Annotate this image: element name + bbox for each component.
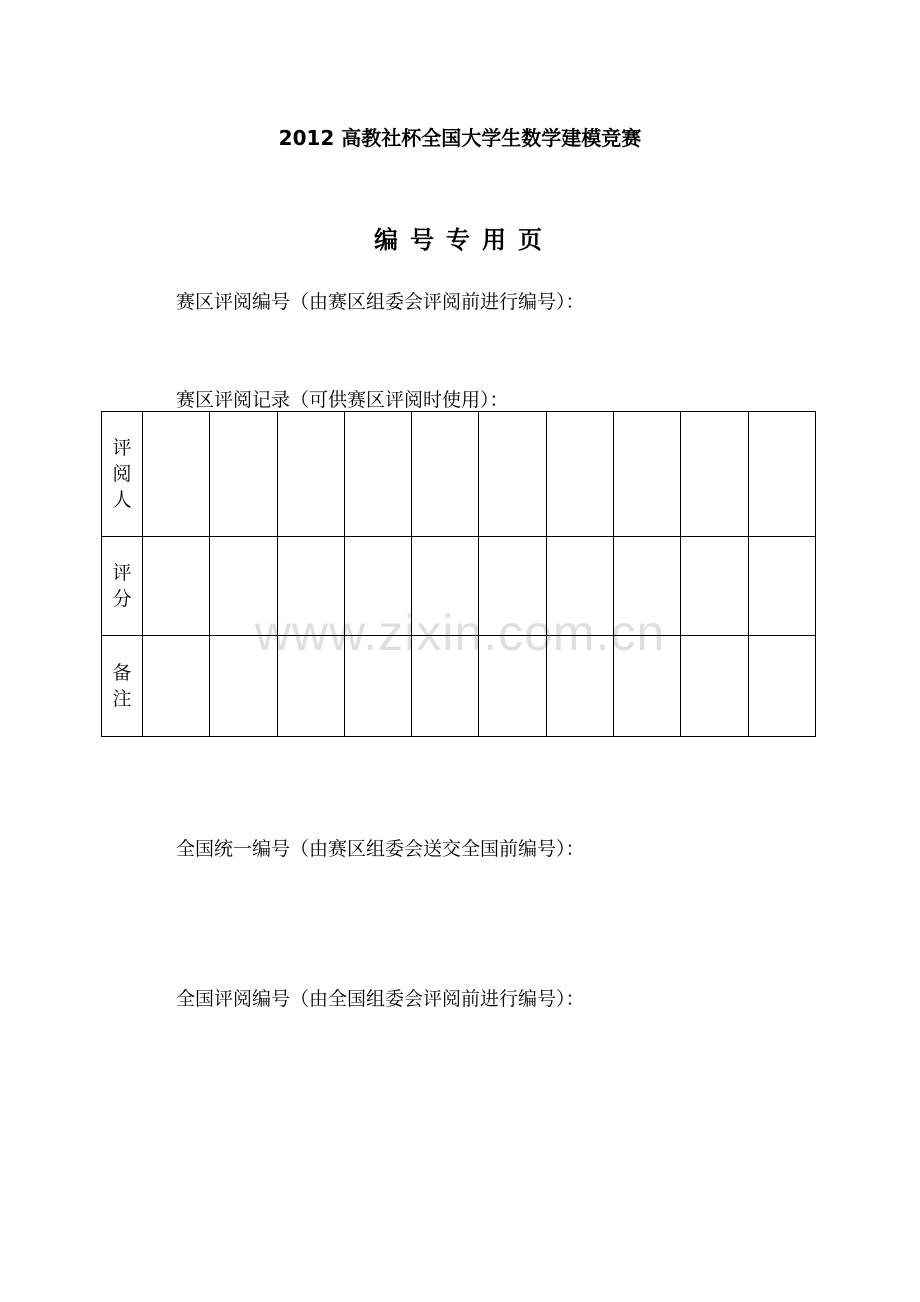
reviewer-cell[interactable] (479, 412, 546, 537)
score-cell[interactable] (546, 537, 613, 636)
regional-number-label: 赛区评阅编号（由赛区组委会评阅前进行编号）： (176, 291, 585, 313)
review-record-table (101, 411, 816, 737)
row-header-remarks: 备注 (102, 636, 143, 737)
remarks-cell[interactable] (277, 636, 344, 737)
table-row-score (102, 537, 816, 636)
reviewer-cell[interactable] (748, 412, 815, 537)
score-cell[interactable] (748, 537, 815, 636)
table-row-reviewer (102, 412, 816, 537)
reviewer-cell[interactable] (277, 412, 344, 537)
score-cell[interactable] (143, 537, 210, 636)
remarks-cell[interactable] (344, 636, 411, 737)
score-cell[interactable] (614, 537, 681, 636)
remarks-cell[interactable] (479, 636, 546, 737)
score-cell[interactable] (210, 537, 277, 636)
reviewer-cell[interactable] (344, 412, 411, 537)
page-heading: 编号专用页 (374, 226, 554, 254)
remarks-cell[interactable] (748, 636, 815, 737)
row-header-reviewer: 评阅人 (102, 412, 143, 537)
remarks-cell[interactable] (546, 636, 613, 737)
national-unified-number-label: 全国统一编号（由赛区组委会送交全国前编号）： (176, 838, 585, 860)
row-header-score: 评分 (102, 537, 143, 636)
score-cell[interactable] (344, 537, 411, 636)
reviewer-cell[interactable] (210, 412, 277, 537)
remarks-cell[interactable] (614, 636, 681, 737)
remarks-cell[interactable] (210, 636, 277, 737)
remarks-cell[interactable] (412, 636, 479, 737)
remarks-cell[interactable] (681, 636, 748, 737)
reviewer-cell[interactable] (546, 412, 613, 537)
score-cell[interactable] (681, 537, 748, 636)
score-cell[interactable] (479, 537, 546, 636)
reviewer-cell[interactable] (681, 412, 748, 537)
reviewer-cell[interactable] (614, 412, 681, 537)
contest-title: 2012 高教社杯全国大学生数学建模竞赛 (278, 126, 642, 150)
table-row-remarks (102, 636, 816, 737)
reviewer-cell[interactable] (412, 412, 479, 537)
regional-record-label: 赛区评阅记录（可供赛区评阅时使用）： (176, 389, 509, 411)
reviewer-cell[interactable] (143, 412, 210, 537)
watermark: www.zixin.com.cn (254, 605, 666, 661)
score-cell[interactable] (277, 537, 344, 636)
national-review-number-label: 全国评阅编号（由全国组委会评阅前进行编号）： (176, 988, 585, 1010)
score-cell[interactable] (412, 537, 479, 636)
remarks-cell[interactable] (143, 636, 210, 737)
